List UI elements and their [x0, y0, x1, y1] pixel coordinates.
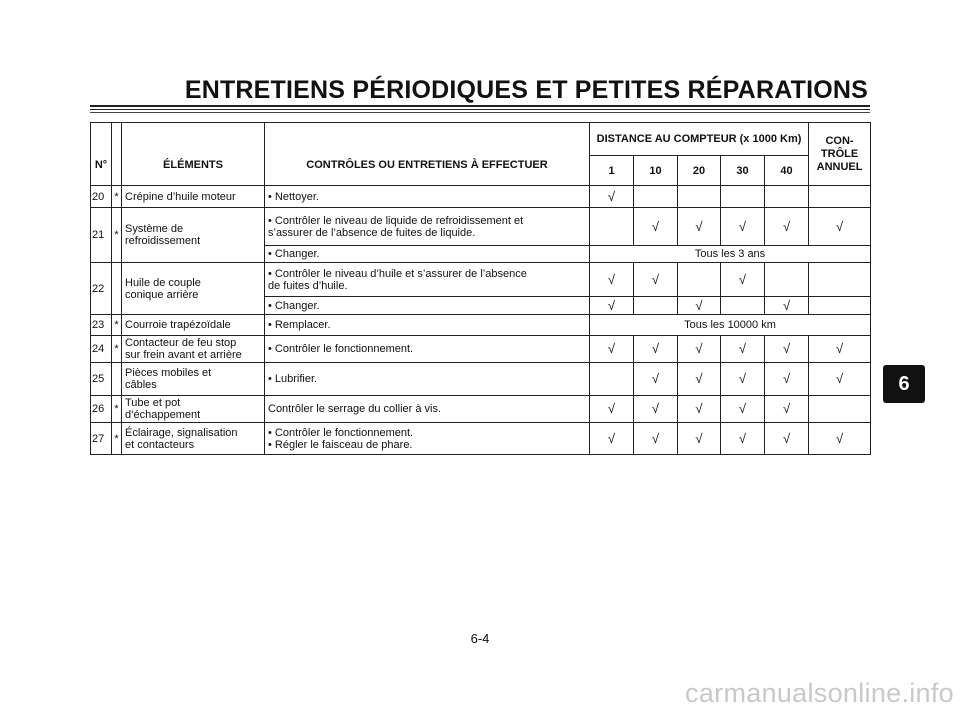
check-cell: [809, 423, 871, 455]
check-mark: √: [835, 371, 844, 386]
row-star: *: [112, 423, 122, 455]
header-km: 40: [765, 156, 809, 186]
check-mark: √: [738, 218, 747, 234]
check-cell: [765, 297, 809, 315]
row-star: *: [112, 396, 122, 423]
row-task: • Remplacer.: [265, 315, 590, 336]
header-km: 10: [634, 156, 678, 186]
check-cell: [809, 363, 871, 396]
check-mark: √: [738, 401, 747, 416]
row-task: • Changer.: [265, 246, 590, 263]
row-star: *: [112, 186, 122, 208]
title-rule: [90, 109, 870, 110]
check-mark: √: [651, 401, 660, 416]
check-cell: [678, 263, 721, 297]
check-cell: [721, 186, 765, 208]
row-star: *: [112, 315, 122, 336]
header-controls: CONTRÔLES OU ENTRETIENS À EFFECTUER: [265, 123, 590, 186]
header-star: [112, 123, 122, 186]
check-cell: [590, 297, 634, 315]
row-element: Éclairage, signalisation et contacteurs: [122, 423, 265, 455]
check-cell: [765, 396, 809, 423]
check-mark: √: [738, 371, 747, 386]
header-km: 20: [678, 156, 721, 186]
check-mark: √: [695, 341, 703, 356]
check-cell: [809, 297, 871, 315]
title-rule: [90, 105, 870, 107]
check-cell: [678, 186, 721, 208]
check-mark: √: [738, 271, 747, 287]
check-mark: √: [782, 430, 791, 446]
check-cell: [809, 396, 871, 423]
check-cell: [721, 297, 765, 315]
check-cell: [634, 186, 678, 208]
page-number: 6-4: [470, 631, 490, 646]
check-mark: √: [695, 371, 703, 386]
check-cell: [809, 263, 871, 297]
check-cell: [809, 186, 871, 208]
header-km: 30: [721, 156, 765, 186]
check-mark: √: [835, 430, 844, 446]
check-cell: [765, 336, 809, 363]
check-cell: [590, 263, 634, 297]
row-task: • Contrôler le fonctionnement. • Régler le faisceau de phare.: [265, 423, 590, 455]
check-mark: √: [607, 430, 616, 446]
row-element: Tube et pot d’échappement: [122, 396, 265, 423]
row-task: • Lubrifier.: [265, 363, 590, 396]
check-cell: [634, 396, 678, 423]
check-cell: [678, 336, 721, 363]
row-task: • Nettoyer.: [265, 186, 590, 208]
header-distance: DISTANCE AU COMPTEUR (x 1000 Km): [590, 123, 809, 156]
check-mark: √: [695, 401, 703, 416]
check-mark: √: [782, 341, 791, 356]
check-mark: √: [738, 341, 747, 356]
check-cell: [809, 336, 871, 363]
row-element: Pièces mobiles et câbles: [122, 363, 265, 396]
row-star: [112, 363, 122, 396]
check-cell: [634, 423, 678, 455]
check-mark: √: [835, 341, 844, 356]
row-task: Contrôler le serrage du collier à vis.: [265, 396, 590, 423]
check-cell: [678, 297, 721, 315]
header-row: [91, 123, 871, 156]
check-mark: √: [651, 218, 660, 234]
row-number: 25: [91, 363, 112, 396]
check-mark: √: [782, 297, 791, 313]
check-cell: [634, 263, 678, 297]
check-cell: [590, 186, 634, 208]
header-km: 1: [590, 156, 634, 186]
table-row: [91, 315, 871, 336]
title-rule: [90, 112, 870, 113]
check-cell: [721, 208, 765, 246]
check-cell: [765, 423, 809, 455]
row-element: Huile de couple conique arrière: [122, 263, 265, 315]
header-elements: ÉLÉMENTS: [122, 123, 265, 186]
watermark: carmanualsonline.info: [685, 678, 954, 708]
row-task: • Contrôler le fonctionnement.: [265, 336, 590, 363]
row-star: *: [112, 208, 122, 263]
row-element: Crépine d’huile moteur: [122, 186, 265, 208]
row-task: • Changer.: [265, 297, 590, 315]
row-number: 20: [91, 186, 112, 208]
check-mark: √: [607, 401, 616, 416]
check-cell: [590, 423, 634, 455]
row-number: 26: [91, 396, 112, 423]
row-task: • Contrôler le niveau d’huile et s’assurer de l’absence de fuites d’huile.: [265, 263, 590, 297]
check-mark: √: [607, 341, 616, 356]
header-annual: CON- TRÔLE ANNUEL: [809, 123, 871, 186]
check-mark: √: [651, 341, 660, 356]
check-cell: [590, 336, 634, 363]
check-mark: √: [651, 430, 660, 446]
check-mark: √: [738, 430, 747, 446]
maintenance-table: [90, 122, 871, 455]
check-mark: √: [782, 401, 791, 416]
check-cell: [765, 263, 809, 297]
table-row: [91, 396, 871, 423]
row-element: Courroie trapézoïdale: [122, 315, 265, 336]
check-mark: √: [695, 430, 703, 446]
check-cell: [678, 363, 721, 396]
row-element: Contacteur de feu stop sur frein avant et arrière: [122, 336, 265, 363]
check-cell: [765, 186, 809, 208]
header-no: N°: [91, 123, 112, 186]
check-mark: √: [651, 371, 660, 386]
check-cell: [634, 336, 678, 363]
row-number: 27: [91, 423, 112, 455]
check-cell: [721, 396, 765, 423]
check-cell: [721, 336, 765, 363]
row-number: 22: [91, 263, 112, 315]
check-mark: √: [607, 271, 616, 287]
row-number: 21: [91, 208, 112, 263]
table-row: [91, 423, 871, 455]
row-number: 24: [91, 336, 112, 363]
check-cell: [678, 208, 721, 246]
check-cell: [809, 208, 871, 246]
interval-text: Tous les 10000 km: [590, 315, 871, 336]
check-cell: [590, 363, 634, 396]
table-body: [91, 186, 871, 455]
row-element: Système de refroidissement: [122, 208, 265, 263]
table-row: [91, 186, 871, 208]
check-cell: [721, 263, 765, 297]
check-cell: [634, 208, 678, 246]
check-mark: √: [607, 188, 616, 204]
check-cell: [765, 208, 809, 246]
check-cell: [678, 423, 721, 455]
interval-text: Tous les 3 ans: [590, 246, 871, 263]
check-cell: [678, 396, 721, 423]
check-mark: √: [835, 218, 844, 234]
check-mark: √: [782, 218, 791, 234]
chapter-tab: 6: [883, 365, 925, 403]
page-title: ENTRETIENS PÉRIODIQUES ET PETITES RÉPARATIONS: [184, 76, 868, 104]
row-number: 23: [91, 315, 112, 336]
table-row: [91, 208, 871, 246]
check-mark: √: [782, 371, 791, 386]
check-cell: [721, 423, 765, 455]
row-task: • Contrôler le niveau de liquide de refroidissement et s’assurer de l’absence de fuites de liquide.: [265, 208, 590, 246]
check-cell: [590, 396, 634, 423]
row-star: *: [112, 336, 122, 363]
check-cell: [634, 363, 678, 396]
check-mark: √: [695, 297, 703, 313]
check-mark: √: [695, 218, 703, 234]
check-cell: [590, 208, 634, 246]
check-cell: [765, 363, 809, 396]
table-row: [91, 336, 871, 363]
row-star: [112, 263, 122, 315]
table-row: [91, 363, 871, 396]
table-row: [91, 263, 871, 297]
check-mark: √: [651, 271, 660, 287]
check-mark: √: [607, 297, 616, 313]
check-cell: [634, 297, 678, 315]
check-cell: [721, 363, 765, 396]
